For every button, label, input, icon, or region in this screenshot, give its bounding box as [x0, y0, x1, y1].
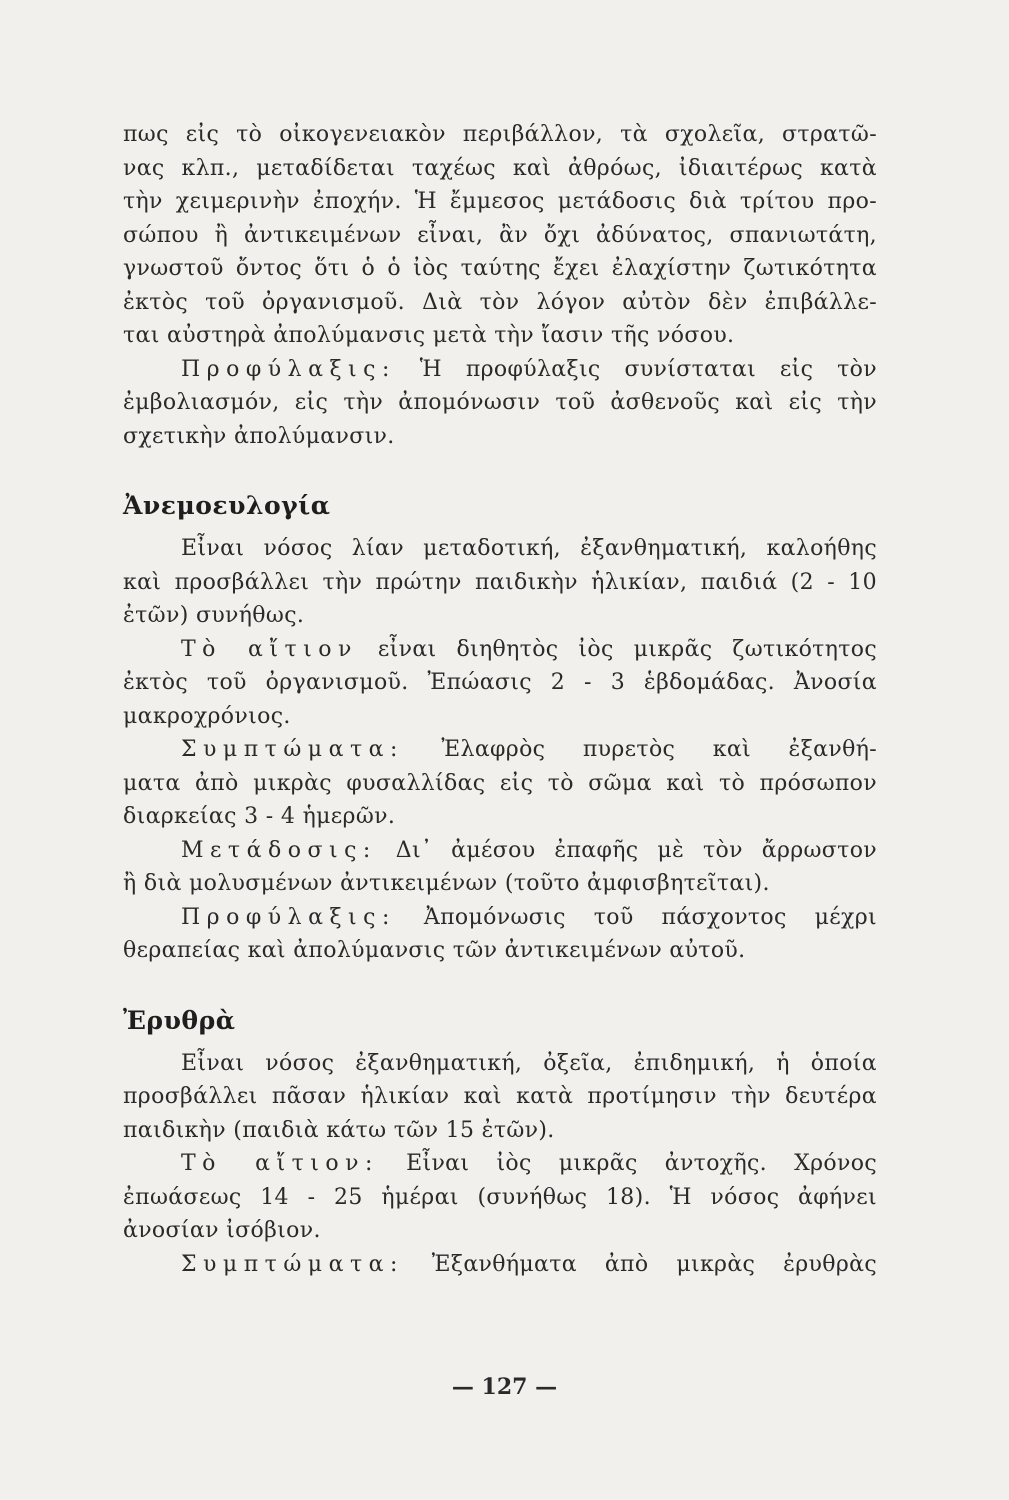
text-line	[123, 633, 877, 667]
cause-label: Τὸ αἴτιον	[181, 636, 358, 662]
book-page	[123, 118, 877, 1281]
text-line: σχετικὴν ἀπολύμανσιν.	[123, 423, 395, 449]
text-line: Εἶναι νόσος ἐξανθηματική, ὀξεῖα, ἐπιδημική, ἡ ὁποία	[181, 1050, 877, 1076]
text-line: γνωστοῦ ὄντος ὅτι ὁ ὁ ἰὸς ταύτης ἔχει ἐλαχίστην ζωτικότητα	[123, 256, 877, 281]
text-line: ἐτῶν) συνήθως.	[123, 603, 305, 628]
text-line	[123, 1147, 877, 1181]
text-run: εἶναι διηθητὸς ἰὸς μικρᾶς ζωτικότητος	[377, 636, 877, 662]
text-line: διαρκείας 3 - 4 ἡμερῶν.	[123, 804, 396, 829]
text-run: Ἐξανθήματα ἀπὸ μικρὰς ἐρυθρὰς	[431, 1251, 877, 1277]
text-line: τὴν χειμερινὴν ἐποχήν. Ἡ ἔμμεσος μετάδοσις διὰ τρίτου προ-	[123, 189, 877, 214]
text-line: ται αὐστηρὰ ἀπολύμανσις μετὰ τὴν ἴασιν τῆς νόσου.	[123, 323, 735, 348]
section-heading-chickenpox: Ἀνεμοευλογία	[123, 491, 331, 520]
text-line	[123, 834, 877, 868]
text-line: ἐπωάσεως 14 - 25 ἡμέραι (συνήθως 18). Ἡ νόσος ἀφήνει	[123, 1184, 877, 1210]
section-chickenpox	[123, 532, 877, 968]
intro-prophylaxis	[123, 353, 877, 454]
prophylaxis-label: Προφύλαξις:	[181, 356, 396, 382]
text-run: Ἐλαφρὸς πυρετὸς καὶ ἐξανθή-	[441, 737, 877, 762]
cause-label: Τὸ αἴτιον:	[181, 1151, 379, 1176]
symptoms-label: Συμπτώματα:	[181, 737, 404, 762]
text-line: ἐκτὸς τοῦ ὀργανισμοῦ. Ἐπώασις 2 - 3 ἑβδομάδας. Ἀνοσία	[123, 670, 877, 695]
text-line: ἀνοσίαν ἰσόβιον.	[123, 1218, 321, 1243]
text-line: θεραπείας καὶ ἀπολύμανσις τῶν ἀντικειμένων αὐτοῦ.	[123, 938, 746, 963]
text-run: Εἶναι ἰὸς μικρᾶς ἀντοχῆς. Χρόνος	[406, 1151, 877, 1176]
text-line: μακροχρόνιος.	[123, 703, 291, 729]
text-run: Δι᾽ ἀμέσου ἐπαφῆς μὲ τὸν ἄρρωστον	[395, 837, 877, 863]
text-line: ἐμβολιασμόν, εἰς τὴν ἀπομόνωσιν τοῦ ἀσθενοῦς καὶ εἰς τὴν	[123, 390, 877, 415]
text-line: σώπου ἢ ἀντικειμένων εἶναι, ἂν ὄχι ἀδύνατος, σπανιωτάτη,	[123, 222, 877, 248]
text-line: νας κλπ., μεταδίδεται ταχέως καὶ ἀθρόως, ἰδιαιτέρως κατὰ	[123, 155, 877, 181]
text-line: ματα ἀπὸ μικρὰς φυσαλλίδας εἰς τὸ σῶμα καὶ τὸ πρόσωπον	[123, 770, 877, 796]
text-line	[123, 901, 877, 935]
text-line	[123, 1248, 877, 1282]
text-line: πως εἰς τὸ οἰκογενειακὸν περιβάλλον, τὰ σχολεῖα, στρατῶ-	[123, 122, 877, 147]
symptoms-label: Συμπτώματα:	[181, 1251, 404, 1277]
section-heading-rubella: Ἐρυθρὰ	[123, 1005, 236, 1035]
prophylaxis-label: Προφύλαξις:	[181, 904, 396, 930]
text-run: Ἀπομόνωσις τοῦ πάσχοντος μέχρι	[423, 904, 877, 930]
intro-paragraph	[123, 118, 877, 353]
text-line: προσβάλλει πᾶσαν ἡλικίαν καὶ κατὰ προτίμησιν τὴν δευτέρα	[123, 1084, 877, 1109]
section-rubella	[123, 1047, 877, 1282]
text-run: Ἡ προφύλαξις συνίσταται εἰς τὸν	[419, 356, 877, 382]
text-line: καὶ προσβάλλει τὴν πρώτην παιδικὴν ἡλικίαν, παιδιά (2 - 10	[123, 569, 877, 595]
text-line	[123, 733, 877, 767]
text-line: παιδικὴν (παιδιὰ κάτω τῶν 15 ἐτῶν).	[123, 1117, 555, 1143]
text-line: Εἶναι νόσος λίαν μεταδοτική, ἐξανθηματική, καλοήθης	[181, 536, 877, 561]
transmission-label: Μετάδοσις:	[181, 837, 377, 863]
page-number: — 127 —	[451, 1374, 558, 1400]
text-line	[123, 353, 877, 387]
text-line: ἐκτὸς τοῦ ὀργανισμοῦ. Διὰ τὸν λόγον αὐτὸν δὲν ἐπιβάλλε-	[123, 289, 877, 315]
text-line: ἢ διὰ μολυσμένων ἀντικειμένων (τοῦτο ἀμφισβητεῖται).	[123, 871, 770, 896]
